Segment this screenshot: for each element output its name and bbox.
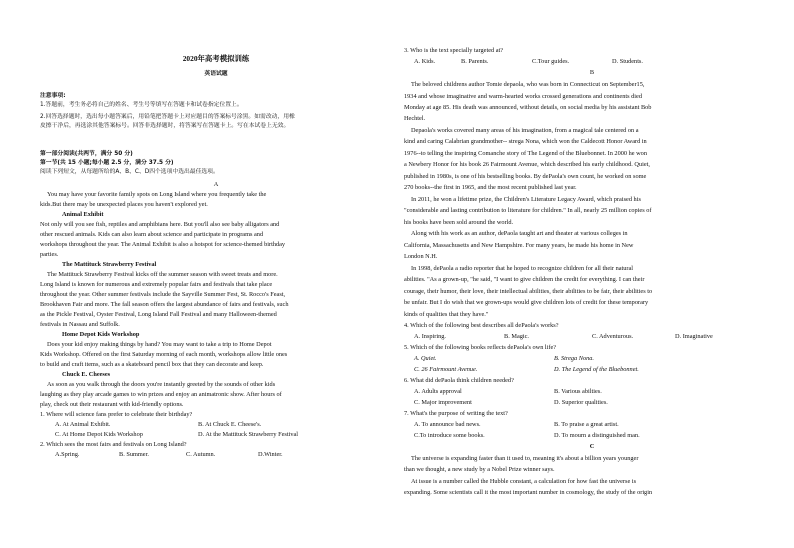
paragraph-line: London N.H. (404, 253, 438, 260)
option[interactable]: C.Tour guides. (532, 58, 570, 65)
paragraph-line: throughout the year. Other summer festivals include the Sayville Summer Fest, St. Rocco's Feast, (40, 291, 286, 298)
paragraph-line: 1976--to telling the inspiring Comanche story of The Legend of the Bluebonnet. In 2000 he won (404, 150, 647, 157)
paragraph-line: expanding. Some scientists call it the most important number in cosmology, the study of the origin (404, 489, 653, 496)
option[interactable]: A. Kids. (414, 58, 436, 65)
part1-heading: 第一部分阅读(共两节，满分 50 分) (40, 151, 133, 157)
notice-item: 1.答题前，考生务必将自己的姓名、考生号等填写在答题卡和试卷指定位置上。 (40, 102, 243, 108)
page-subtitle: 英语试题 (204, 71, 228, 77)
paragraph-line: Brookhaven Fair and more. The fall season offers the largest abundance of fairs and festivals, such (40, 301, 289, 308)
option[interactable]: D. Imaginative (675, 333, 713, 340)
question-stem: 2. Which sees the most fairs and festivals on Long Island? (40, 441, 187, 448)
paragraph-line: "considerable and lasting contribution to literature for children." In all, nearly 25 million copies of (404, 207, 652, 214)
paragraph-line: In 1998, dePaola a radio reporter that he hoped to recognize children for all their natural (411, 265, 634, 272)
passage-c-letter: C (589, 443, 595, 450)
instruction: 阅读下列短文，从每题所给的A、B、C、D四个选项中选出最佳选项。 (40, 169, 219, 175)
option[interactable]: C.To introduce some books. (414, 432, 485, 439)
notice-item: 皮擦干净后，再选涂其他答案标号。回答非选择题时，将答案写在答题卡上。写在本试卷上无效。 (40, 123, 290, 129)
paragraph-line: to build and craft items, such as a skateboard pencil box that they can decorate and keep. (40, 361, 264, 368)
option[interactable]: A. Inspiring. (414, 333, 447, 340)
paragraph-line: kids.But there may be unexpected places you haven't explored yet. (40, 201, 208, 208)
option[interactable]: B. Various abilties. (554, 388, 602, 395)
paragraph-line: Not only will you see fish, reptiles and amphibians here. But you'll also see baby alligators and (40, 221, 280, 228)
paragraph-line: play, check out their restaurant with kid-friendly options. (40, 401, 184, 408)
option[interactable]: A. To announce bad news. (414, 421, 481, 428)
option[interactable]: A. Adults approval (414, 388, 462, 395)
paragraph-line: other rescued animals. Kids can also learn about science and participate in programs and (40, 231, 264, 238)
paragraph-line: The beloved childrens author Tomie depaola, who was born in Connecticut on September15, (411, 81, 645, 88)
option[interactable]: C. Adventurous. (592, 333, 634, 340)
option[interactable]: C. 26 Fairmount Avenue. (414, 366, 478, 373)
paragraph-line: his books have been sold around the world. (404, 219, 514, 226)
question-stem: 1. Where will science fans prefer to celebrate their birthday? (40, 411, 193, 418)
question-stem: 3. Who is the text specially targeted at? (404, 47, 504, 54)
option[interactable]: D.Winter. (258, 451, 283, 458)
section-heading: Chuck E. Cheeses (62, 371, 111, 378)
option[interactable]: A. Quiet. (414, 355, 437, 362)
option[interactable]: D. The Legend of the Bluebonnet. (554, 366, 639, 373)
paragraph-line: 270 books--the first in 1965, and the most recent published last year. (404, 184, 577, 191)
option[interactable]: D. Students. (612, 58, 643, 65)
paragraph-line: California, Massachusetts and New Hampshire. For many years, he made his home in New (404, 242, 634, 249)
option[interactable]: B. Parents. (461, 58, 489, 65)
paragraph-line: Kids Workshop. Offered on the first Saturday morning of each month, workshops allow little ones (40, 351, 288, 358)
paragraph-line: as the Pickle Festival, Oyster Festival, Long Island Fall Festival and many Halloween-themed (40, 311, 277, 318)
paragraph-line: abilities. "As a grown-up, "he said, "I want to give children the credit for everything. I can their (404, 276, 645, 283)
paragraph-line: At issue is a number called the Hubble constant, a calculation for how fast the universe is (411, 478, 637, 485)
question-stem: 7. What's the purpose of writing the text? (404, 410, 508, 417)
paragraph-line: workshops throughout the year. The Animal Exhibit is also a hotspot for science-themed birthday (40, 241, 286, 248)
option[interactable]: D. To mourn a distinguished man. (554, 432, 640, 439)
paragraph-line: Long Island is known for numerous and extremely popular fairs and festivals that take place (40, 281, 273, 288)
paragraph-line: Monday at age 85. His death was announced, without details, on social media by his assistant Bob (404, 104, 652, 111)
paragraph-line: 1934 and whose imaginative and warm-hearted works crossed generations and continents died (404, 93, 642, 100)
option[interactable]: C. At Home Depot Kids Workshop (55, 431, 143, 438)
paragraph-line: festivals in Nassau and Suffolk. (40, 321, 120, 328)
paragraph-line: published in 1980s, is one of his bestselling books. By dePaola's own count, he worked on some (404, 173, 647, 180)
option[interactable]: D. Superior qualities. (554, 399, 608, 406)
page-title: 2020年高考模拟训练 (182, 54, 250, 63)
paragraph-line: kind and caring Calabrian grandmother-- strega Nona, which won the Caldecott Honor Award in (404, 138, 647, 145)
paragraph-line: As soon as you walk through the doors you're instantly greeted by the sounds of other kids (47, 381, 276, 388)
notice-item: 2.回答选择题时，选出每小题答案后，用铅笔把答题卡上对应题目的答案标号涂黑。如需改动，用橡 (40, 114, 295, 120)
option[interactable]: B. Magic. (504, 333, 530, 340)
paragraph-line: Along with his work as an author, dePaola taught art and theater at various colleges in (411, 230, 628, 237)
paragraph-line: laughing as they play arcade games to win prizes and enjoy an animatronic show. After hours of (40, 391, 282, 398)
paragraph-line: The universe is expanding faster than it used to, meaning it's about a billion years younger (411, 455, 639, 462)
option[interactable]: A.Spring. (55, 451, 80, 458)
question-stem: 5. Which of the following books reflects dePaola's own life? (404, 344, 557, 351)
paragraph-line: than we thought, a new study by a Nobel Prize winner says. (404, 466, 555, 473)
option[interactable]: B. At Chuck E. Cheese's. (198, 421, 262, 428)
paragraph-line: Does your kid enjoy making things by hand? You may want to take a trip to Home Depot (47, 341, 272, 348)
paragraph-line: kinds of qualities that they have." (404, 311, 489, 318)
question-stem: 6. What did dePaola think children needed? (404, 377, 514, 384)
notice-heading: 注意事项: (40, 93, 66, 99)
paragraph-line: You may have your favorite family spots on Long Island where you frequently take the (47, 191, 267, 198)
section-heading: The Mattituck Strawberry Festival (62, 261, 157, 268)
paragraph-line: parties. (40, 251, 59, 258)
option[interactable]: B. Summer. (119, 451, 149, 458)
paragraph-line: Hechtel. (404, 115, 426, 122)
paragraph-line: In 2011, he won a lifetime prize, the Children's Literature Legacy Award, which praised his (411, 196, 641, 203)
option[interactable]: A. At Animal Exhibit. (55, 421, 111, 428)
section-heading: Animal Exhibit (62, 211, 104, 218)
paragraph-line: Depaola's works covered many areas of his imagination, from a magical tale centered on a (411, 127, 639, 134)
passage-b-letter: B (589, 69, 595, 76)
question-stem: 4. Which of the following best describes all dePaola's works? (404, 322, 559, 329)
section1-heading: 第一节(共 15 小题;每小题 2.5 分，满分 37.5 分) (40, 160, 174, 166)
passage-a-letter: A (213, 181, 219, 188)
paragraph-line: a Newbery Honor for his book 26 Fairmount Avenue, which described his early childhood. Quiet, (404, 161, 650, 168)
option[interactable]: D. At the Mattituck Strawberry Festival (198, 431, 299, 438)
section-heading: Home Depot Kids Workshop (62, 331, 140, 338)
option[interactable]: B. To praise a great artist. (554, 421, 619, 428)
paragraph-line: courage, their humor, their love, their intellectual abilities, their abilities to be fair, their abilities to (404, 288, 653, 295)
paragraph-line: be unfair. But I do wish that we grown-ups would give children lots of credit for these temporary (404, 299, 649, 306)
option[interactable]: C. Major improvement (414, 399, 472, 406)
paragraph-line: The Mattituck Strawberry Festival kicks off the summer season with sweet treats and more. (47, 271, 278, 278)
option[interactable]: C. Autumn. (186, 451, 216, 458)
option[interactable]: B. Strega Nona. (554, 355, 594, 362)
